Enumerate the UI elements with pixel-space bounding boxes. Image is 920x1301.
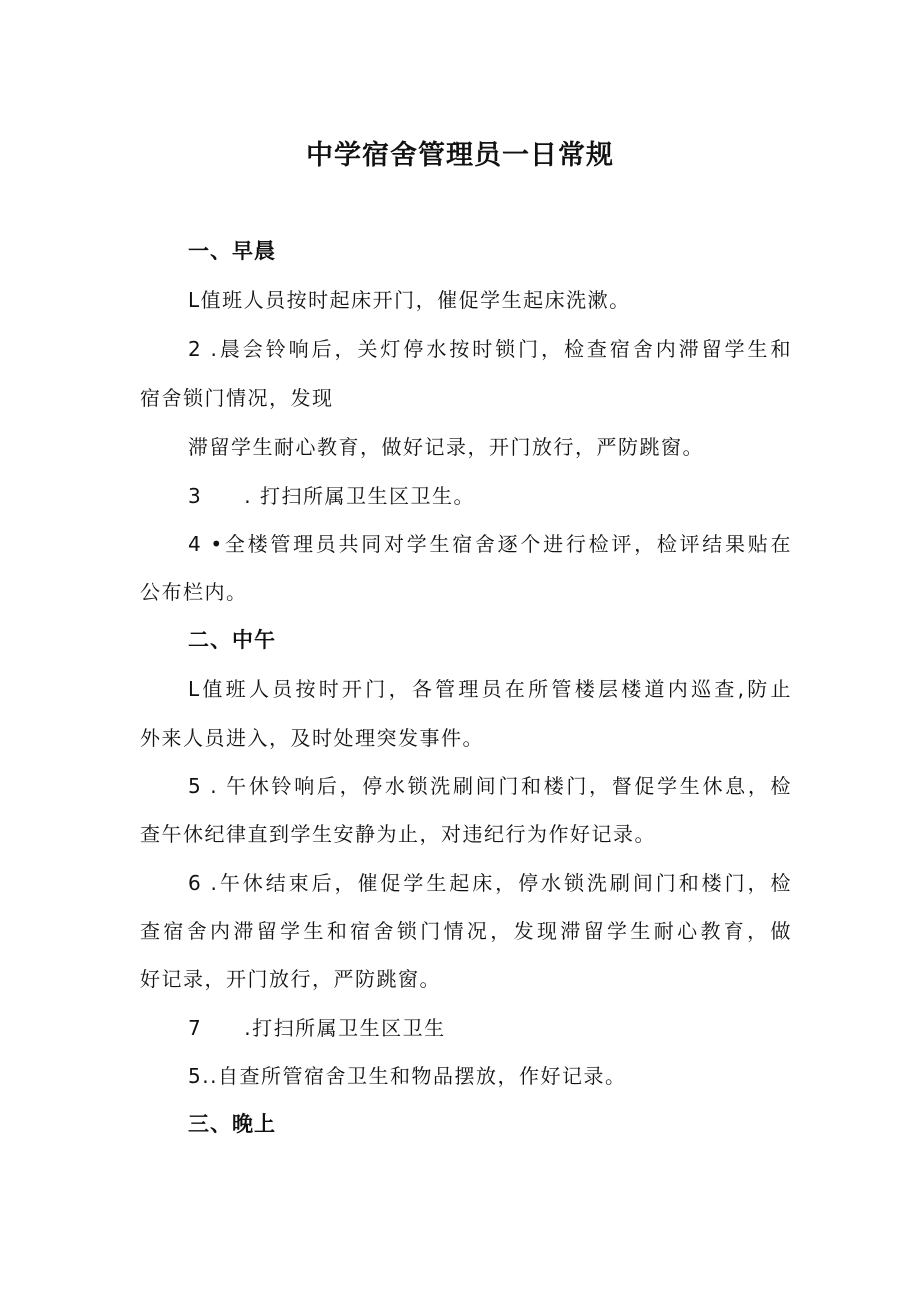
list-number: 3 (188, 484, 203, 508)
list-number: 7 (188, 1016, 203, 1040)
section-heading-morning: 一、早晨 (188, 239, 276, 263)
paragraph-line: 好记录，开门放行，严防跳窗。 (140, 967, 441, 991)
list-text: .打扫所属卫生区卫生 (244, 1016, 446, 1040)
paragraph-line: 宿舍锁门情况，发现 (140, 386, 334, 410)
paragraph-line: 5 . 午休铃响后，停水锁洗刷间门和楼门，督促学生休息，检 (188, 774, 791, 798)
paragraph-line (188, 481, 475, 511)
paragraph-line: 查午休纪律直到学生安静为止，对违纪行为作好记录。 (140, 822, 656, 846)
paragraph-line: 2 .晨会铃响后，关灯停水按时锁门，检查宿舍内滞留学生和 (188, 337, 791, 361)
paragraph-line: 4 •全楼管理员共同对学生宿舍逐个进行检评，检评结果贴在 (188, 532, 791, 556)
page-title: 中学宿舍管理员一日常规 (306, 140, 614, 171)
list-text: . 打扫所属卫生区卫生。 (244, 484, 475, 508)
paragraph-line: L值班人员按时起床开门，催促学生起床洗漱。 (188, 288, 631, 312)
paragraph-line: 滞留学生耐心教育，做好记录，开门放行，严防跳窗。 (188, 435, 704, 459)
paragraph-line: 查宿舍内滞留学生和宿舍锁门情况，发现滞留学生耐心教育，做 (140, 919, 791, 943)
paragraph-line: 5..自查所管宿舍卫生和物品摆放，作好记录。 (188, 1064, 627, 1088)
section-heading-evening: 三、晚上 (188, 1112, 276, 1136)
paragraph-line (188, 1013, 446, 1043)
section-heading-noon: 二、中午 (188, 628, 276, 652)
paragraph-line: 公布栏内。 (140, 580, 248, 604)
paragraph-line: 6 .午休结束后，催促学生起床，停水锁洗刷间门和楼门，检 (188, 871, 791, 895)
paragraph-line: 外来人员进入，及时处理突发事件。 (140, 726, 484, 750)
paragraph-line: L值班人员按时开门，各管理员在所管楼层楼道内巡查,防止 (188, 677, 791, 701)
